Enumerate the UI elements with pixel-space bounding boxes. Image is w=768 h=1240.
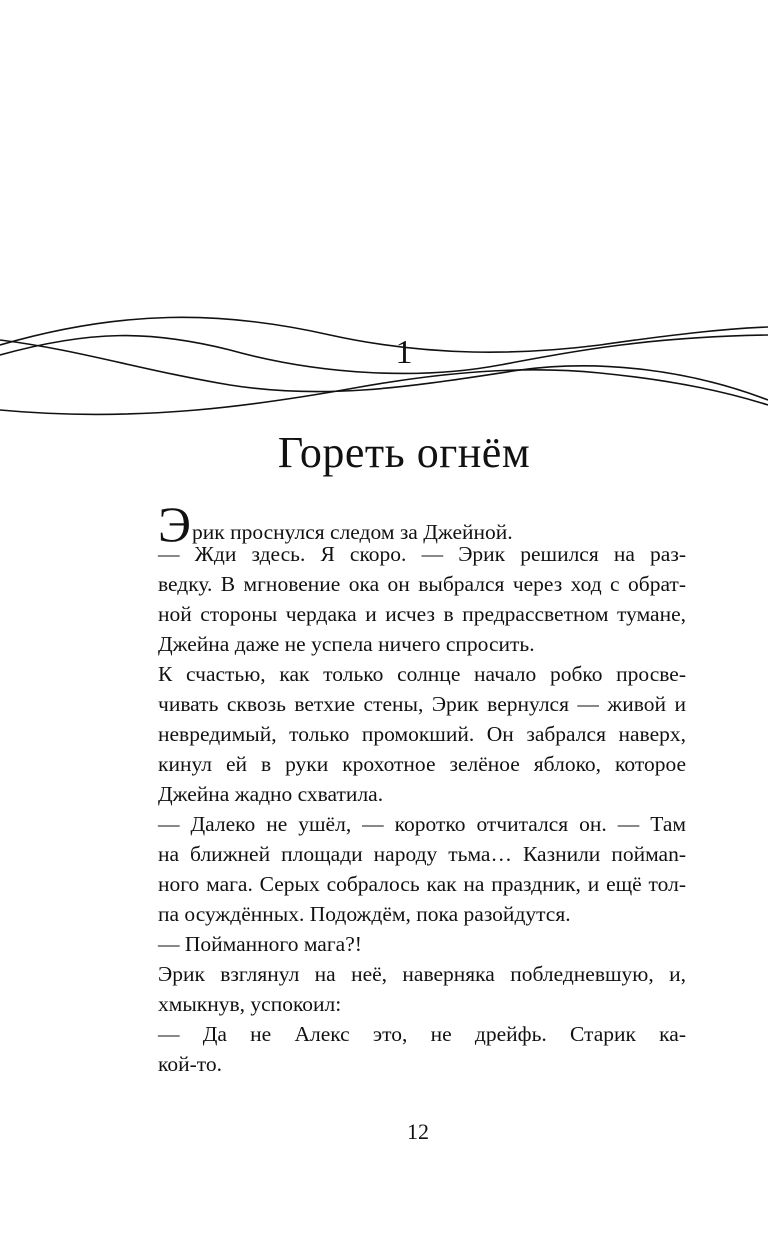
text-line: — Пойманного мага?!	[158, 932, 362, 956]
text-line: К счастью, как только солнце начало робко просве-	[158, 662, 686, 686]
text-line: ведку. В мгновение ока он выбрался через ход с обрат-	[158, 572, 686, 596]
wave-line	[0, 370, 768, 415]
text-line: хмыкнув, успокоил:	[158, 992, 342, 1016]
text-line: Джейна даже не успела ничего спросить.	[158, 632, 535, 656]
text-line: — Далеко не ушёл, — коротко отчитался он. — Там	[158, 812, 686, 836]
text-line: па осуждённых. Подождём, пока разойдутся.	[158, 902, 571, 926]
text-line: кинул ей в руки крохотное зелёное яблоко, которое	[158, 752, 686, 776]
text-line: ного мага. Серых собралось как на праздник, и ещё тол-	[158, 872, 686, 896]
text-line-content: рик проснулся следом за Джейной.	[192, 520, 513, 544]
paragraph	[158, 496, 686, 1079]
text-line: Эрик взглянул на неё, наверняка побледневшую, и,	[158, 962, 686, 986]
text-line: ной стороны чердака и исчез в предрассветном тумане,	[158, 602, 686, 626]
text-line: — Да не Алекс это, не дрейфь. Старик ка-	[158, 1022, 686, 1046]
chapter-title: Гореть огнём	[277, 428, 531, 477]
page-number: 12	[407, 1119, 429, 1144]
text-line: чивать сквозь ветхие стены, Эрик вернулся — живой и	[158, 692, 686, 716]
text-line: — Жди здесь. Я скоро. — Эрик решился на раз-	[158, 542, 686, 566]
text-line: невредимый, только промокший. Он забрался наверх,	[158, 722, 686, 746]
text-line: Джейна жадно схватила.	[158, 782, 384, 806]
text-line	[158, 496, 686, 552]
chapter-number: 1	[395, 334, 413, 371]
drop-cap: Э	[158, 496, 192, 552]
text-line: на ближней площади народу тьма… Казнили поймаn-	[158, 842, 686, 866]
chapter-body	[158, 496, 686, 1079]
text-line: кой-то.	[158, 1052, 223, 1076]
